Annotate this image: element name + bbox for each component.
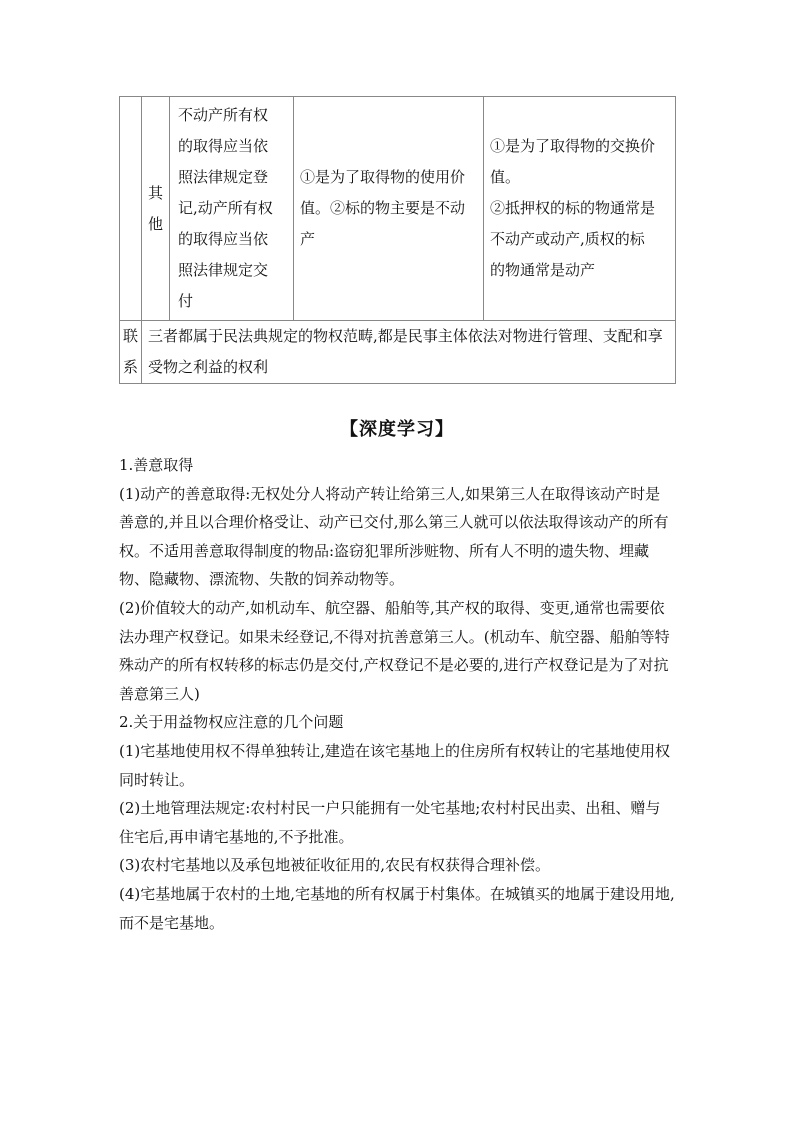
- table-row-relation: [120, 321, 676, 384]
- row-label-other: 其 他: [142, 97, 170, 321]
- paragraph: (4)宅基地属于农村的土地,宅基地的所有权属于村集体。在城镇买的地属于建设用地,而不是宅基地。: [119, 884, 675, 932]
- subheading-good-faith: 1.善意取得: [119, 456, 194, 474]
- table-row-other: [120, 97, 676, 321]
- security-cell: ①是为了取得物的交换价 值。 ②抵押权的标的物通常是 不动产或动产,质权的标 的物通常是动产: [484, 97, 676, 321]
- section-title: 【深度学习】: [340, 419, 454, 440]
- paragraph: (2)土地管理法规定:农村村民一户只能拥有一处宅基地;农村村民出卖、出租、赠与住宅后,再申请宅基地的,不予批准。: [119, 799, 661, 846]
- paragraph: (2)价值较大的动产,如机动车、航空器、船舶等,其产权的取得、变更,通常也需要依法办理产权登记。如果未经登记,不得对抗善意第三人。(机动车、航空器、船舶等特殊动产的所有权转移的标志仍是交付,产权登记不是必要的,进行产权登记是为了对抗善意第三人): [119, 598, 670, 703]
- deep-learning-content: [119, 451, 675, 937]
- row-group-cell: [120, 97, 142, 321]
- usufruct-cell: ①是为了取得物的使用价 值。②标的物主要是不动 产: [294, 97, 484, 321]
- subheading-usufruct: 2.关于用益物权应注意的几个问题: [119, 713, 344, 732]
- paragraph: (1)宅基地使用权不得单独转让,建造在该宅基地上的住房所有权转让的宅基地使用权同时转让。: [119, 741, 671, 789]
- paragraph: (3)农村宅基地以及承包地被征收征用的,农民有权获得合理补偿。: [119, 856, 551, 875]
- ownership-cell: 不动产所有权 的取得应当依 照法律规定登 记,动产所有权 的取得应当依 照法律规定交 付: [170, 97, 294, 321]
- relation-cell: 三者都属于民法典规定的物权范畴,都是民事主体依法对物进行管理、支配和享受物之利益的权利: [142, 321, 676, 384]
- comparison-table: [119, 96, 676, 384]
- row-label-relation: 联 系: [120, 321, 142, 384]
- paragraph: (1)动产的善意取得:无权处分人将动产转让给第三人,如果第三人在取得该动产时是善意的,并且以合理价格受让、动产已交付,那么第三人就可以依法取得该动产的所有权。不适用善意取得制度的物品:盗窃犯罪所涉赃物、所有人不明的遗失物、埋藏物、隐藏物、漂流物、失散的饲养动物等。: [119, 484, 669, 589]
